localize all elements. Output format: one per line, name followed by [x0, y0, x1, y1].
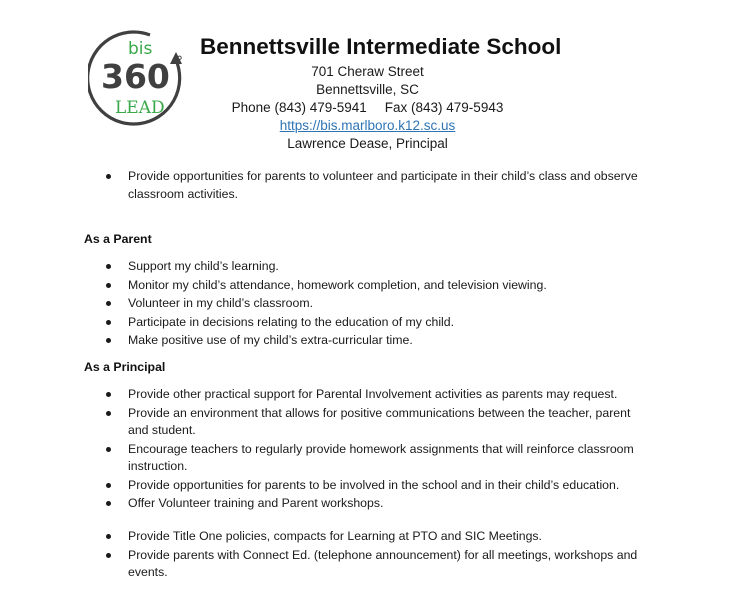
- principal-list-continued: [104, 528, 644, 583]
- list-item: Provide an environment that allows for positive communications between the teacher, parent and student.: [104, 405, 644, 440]
- principal-list: [104, 386, 644, 514]
- school-name: Bennettsville Intermediate School: [200, 34, 562, 59]
- list-item: Participate in decisions relating to the education of my child.: [104, 314, 644, 332]
- list-item: Provide parents with Connect Ed. (telephone announcement) for all meetings, workshops and events.: [104, 547, 644, 582]
- list-item: Encourage teachers to regularly provide homework assignments that will reinforce classroom instruction.: [104, 441, 644, 476]
- list-item: Provide other practical support for Parental Involvement activities as parents may request.: [104, 386, 644, 404]
- intro-list: [104, 168, 644, 204]
- bis-360-lead-logo: [88, 28, 190, 130]
- list-item: Provide opportunities for parents to be involved in the school and in their child’s education.: [104, 477, 644, 495]
- list-item: Monitor my child’s attendance, homework completion, and television viewing.: [104, 277, 644, 295]
- logo-lead-text: LEAD: [115, 98, 165, 118]
- contact-line: [200, 100, 535, 115]
- logo-360-text: 360: [101, 57, 170, 96]
- list-item: Provide opportunities for parents to volunteer and participate in their child’s class and observe classroom activities.: [104, 168, 644, 203]
- list-item: Provide Title One policies, compacts for Learning at PTO and SIC Meetings.: [104, 528, 644, 546]
- list-item: Support my child’s learning.: [104, 258, 644, 276]
- phone-number: Phone (843) 479-5941: [231, 100, 367, 115]
- street-address: 701 Cheraw Street: [311, 64, 424, 79]
- list-item: Make positive use of my child’s extra-curricular time.: [104, 332, 644, 350]
- principal-name: Lawrence Dease, Principal: [287, 136, 448, 151]
- logo-bis-text: bis: [128, 39, 153, 59]
- principal-heading: As a Principal: [84, 360, 166, 374]
- city-state: Bennettsville, SC: [316, 82, 419, 97]
- fax-number: Fax (843) 479-5943: [384, 100, 504, 115]
- list-item: Offer Volunteer training and Parent workshops.: [104, 495, 644, 513]
- list-item: Volunteer in my child’s classroom.: [104, 295, 644, 313]
- parent-list: [104, 258, 644, 351]
- parent-heading: As a Parent: [84, 232, 152, 246]
- logo-degree-symbol: °: [176, 54, 183, 70]
- school-logo: [88, 28, 190, 130]
- school-website-link[interactable]: https://bis.marlboro.k12.sc.us: [279, 118, 456, 133]
